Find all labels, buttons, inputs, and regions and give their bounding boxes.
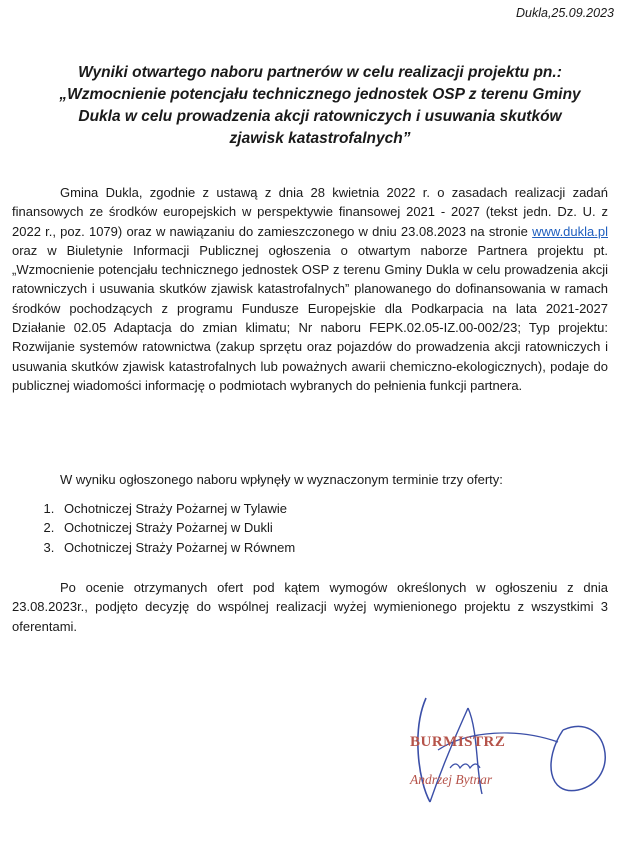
decision-paragraph: Po ocenie otrzymanych ofert pod kątem wymogów określonych w ogłoszeniu z dnia 23.08.2023r., podjęto decyzję do wspólnej realizacji wyżej wymienionego projektu z wszystkimi 3 oferentami. bbox=[12, 580, 608, 634]
list-item: 1. Ochotniczej Straży Pożarnej w Tylawie bbox=[58, 499, 618, 518]
offers-intro-paragraph: W wyniku ogłoszonego naboru wpłynęły w wyznaczonym terminie trzy oferty: bbox=[60, 472, 503, 487]
intro-text-start: Gmina Dukla, zgodnie z ustawą z dnia 28 kwietnia 2022 r. o zasadach realizacji zadań finansowych ze środków europejskich w perspektywie finansowej 2021 - 2027 (tekst jedn. Dz. U. z 2022 r., poz. 1079) oraz w nawiązaniu do zamieszczonego w dniu 23.08.2023 na stronie bbox=[12, 185, 608, 239]
dukla-website-link[interactable]: www.dukla.pl bbox=[532, 223, 608, 239]
intro-text-end: oraz w Biuletynie Informacji Publicznej ogłoszenia o otwartym naborze Partnera projektu pt. „Wzmocnienie potencjału technicznego jednostek OSP z terenu Gminy Dukla w celu prowadzenia akcji ratowniczych i usuwania skutków zjawisk katastrofalnych” planowanego do dofinansowania w ramach środków pochodzących z programu Fundusze Europejskie dla Podkarpacia na lata 2021-2027 Działanie 02.05 Adaptacja do zmian klimatu; Nr naboru FEPK.02.05-IZ.00-002/23; Typ projektu: Rozwijanie systemów ratownictwa (zakup sprzętu oraz pojazdów do prowadzenia akcji ratowniczych i usuwania skutków zjawisk katastrofalnych lub poważnych awarii chemiczno-ekologicznych), podaje do publicznej wiadomości informację o podmiotach wybranych do pełnienia funkcji partnera. bbox=[12, 242, 608, 393]
document-title: Wyniki otwartego naboru partnerów w celu realizacji projektu pn.: „Wzmocnienie potencjału technicznego jednostek OSP z terenu Gminy Dukla w celu prowadzenia akcji ratowniczych i usuwania skutków zjawisk katastrofalnych” bbox=[59, 64, 581, 147]
stamp-name: Andrzej Bytnar bbox=[410, 772, 493, 787]
offers-list bbox=[12, 499, 618, 557]
stamp-title: BURMISTRZ bbox=[410, 734, 506, 750]
document-date: Dukla,25.09.2023 bbox=[516, 6, 614, 20]
list-item: 3. Ochotniczej Straży Pożarnej w Równem bbox=[58, 538, 618, 557]
list-item: 2. Ochotniczej Straży Pożarnej w Dukli bbox=[58, 518, 618, 537]
intro-paragraph bbox=[12, 183, 608, 395]
